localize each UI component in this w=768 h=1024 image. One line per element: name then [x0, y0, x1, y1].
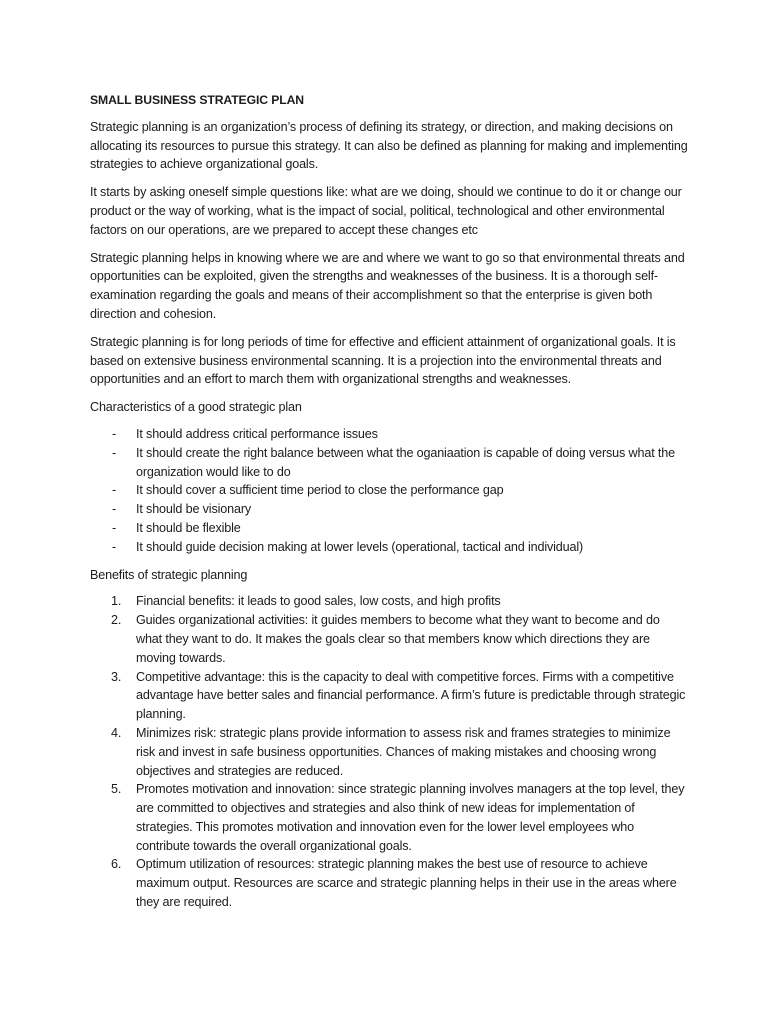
list-item-text: It should be flexible [136, 520, 241, 535]
list-number: 3. [111, 669, 122, 684]
characteristics-list [90, 425, 688, 557]
list-item [90, 780, 688, 855]
list-item [90, 592, 688, 611]
benefits-list [90, 592, 688, 912]
list-item-text: Minimizes risk: strategic plans provide information to assess risk and frames strategies to minimize risk and invest in safe business opportunities. Chances of making mistakes and choosing wrong objectives and strategies are reduced. [136, 725, 671, 778]
list-item-text: It should address critical performance issues [136, 426, 378, 441]
list-item [90, 444, 688, 482]
paragraph-knowing: Strategic planning helps in knowing where we are and where we want to go so that environmental threats and opportunities can be exploited, given the strengths and weaknesses of the business. It is a thorough self-examination regarding the goals and means of their accomplishment so that the enterprise is given both direction and cohesion. [90, 250, 685, 321]
paragraph-questions: It starts by asking oneself simple questions like: what are we doing, should we continue to do it or change our product or the way of working, what is the impact of social, political, technological and other environmental factors on our operations, are we prepared to accept these changes etc [90, 185, 682, 237]
list-item [90, 519, 688, 538]
dash-bullet: - [112, 445, 117, 460]
list-item [90, 481, 688, 500]
list-number: 5. [111, 782, 122, 797]
list-item-text: Optimum utilization of resources: strategic planning makes the best use of resource to achieve maximum output. Resources are scarce and strategic planning helps in their use in the areas where they are required. [136, 857, 677, 910]
dash-bullet: - [112, 483, 117, 498]
list-item [90, 668, 688, 724]
dash-bullet: - [112, 502, 117, 517]
list-number: 4. [111, 725, 122, 740]
list-item-text: It should create the right balance between what the oganiaation is capable of doing versus what the organization would like to do [136, 445, 675, 479]
list-item [90, 538, 688, 557]
dash-bullet: - [112, 520, 117, 535]
list-item-text: Competitive advantage: this is the capacity to deal with competitive forces. Firms with a competitive advantage have better sales and financial performance. A firm’s future is predictable through strategic planning. [136, 669, 686, 722]
list-item-text: It should be visionary [136, 502, 252, 517]
list-number: 1. [111, 594, 122, 609]
dash-bullet: - [112, 539, 117, 554]
list-item-text: Financial benefits: it leads to good sales, low costs, and high profits [136, 594, 501, 609]
list-item [90, 500, 688, 519]
list-number: 2. [111, 613, 122, 628]
paragraph-definition: Strategic planning is an organization’s process of defining its strategy, or direction, and making decisions on allocating its resources to pursue this strategy. It can also be defined as planning for making and implementing strategies to achieve organizational goals. [90, 119, 688, 172]
list-item-text: It should guide decision making at lower levels (operational, tactical and individual) [136, 539, 584, 554]
list-item [90, 724, 688, 780]
list-item [90, 425, 688, 444]
list-item-text: Promotes motivation and innovation: since strategic planning involves managers at the top level, they are committed to objectives and strategies and also think of new ideas for implementation of strategies. This promotes motivation and innovation even for the lower level employees who contribute towards the overall organizational goals. [136, 782, 685, 853]
dash-bullet: - [112, 426, 117, 441]
list-item [90, 855, 688, 911]
document-title: SMALL BUSINESS STRATEGIC PLAN [90, 93, 305, 107]
list-item [90, 611, 688, 667]
list-item-text: It should cover a sufficient time period to close the performance gap [136, 483, 504, 498]
list-number: 6. [111, 857, 122, 872]
document-page [90, 91, 688, 912]
list-item-text: Guides organizational activities: it guides members to become what they want to become and do what they want to do. It makes the goals clear so that members know which directions they are moving towards. [136, 613, 660, 665]
characteristics-heading: Characteristics of a good strategic plan [90, 400, 302, 415]
paragraph-long-periods: Strategic planning is for long periods of time for effective and efficient attainment of organizational goals. It is based on extensive business environmental scanning. It is a projection into the environmental threats and opportunities and an effort to march them with organizational strengths and weaknesses. [90, 334, 676, 387]
benefits-heading: Benefits of strategic planning [90, 567, 248, 582]
